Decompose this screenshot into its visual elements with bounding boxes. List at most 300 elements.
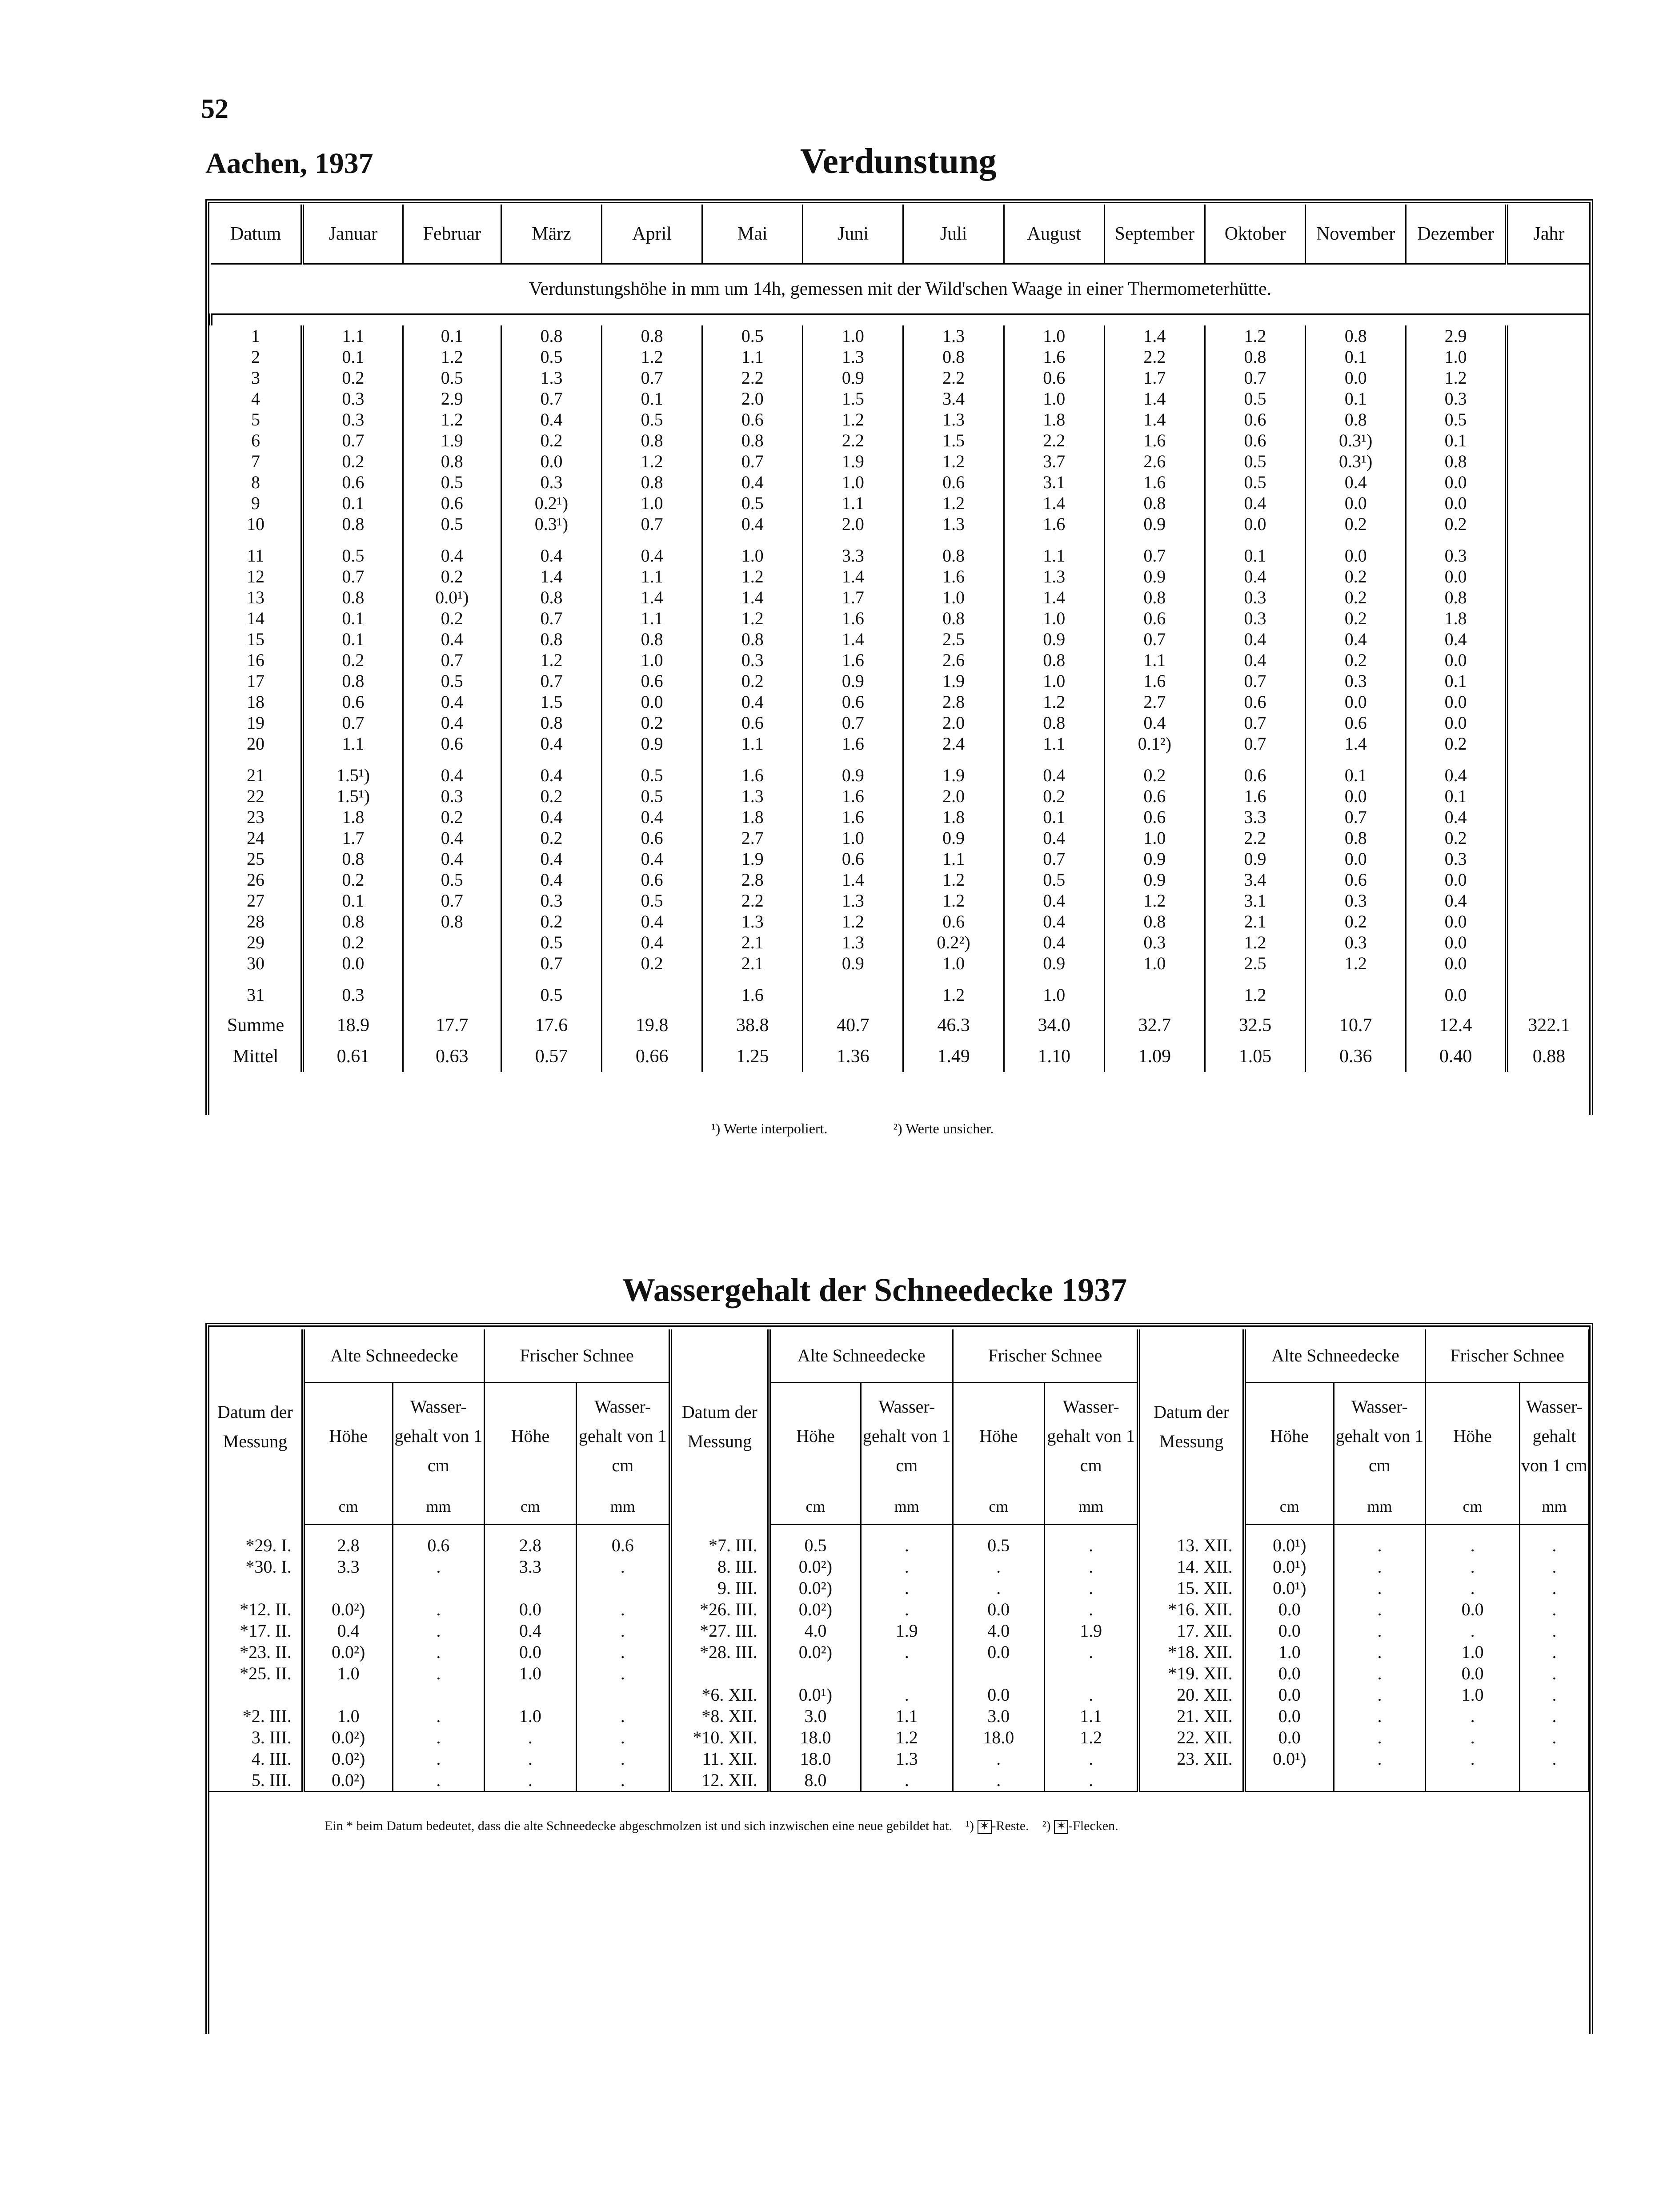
value-cell: 1.0 xyxy=(903,587,1004,608)
table-row xyxy=(211,869,1590,890)
table-row xyxy=(211,388,1590,409)
value-cell: 0.9 xyxy=(1205,848,1305,869)
value-cell: 2.6 xyxy=(1104,451,1205,472)
table-row xyxy=(209,1706,1589,1727)
table-row xyxy=(211,650,1590,670)
day-cell: 27 xyxy=(211,890,302,911)
value-cell: 0.7 xyxy=(602,514,702,534)
footnote-uncertain: ²) Werte unsicher. xyxy=(893,1120,994,1136)
value-cell: 0.0 xyxy=(501,451,601,472)
value-cell xyxy=(1104,984,1205,1005)
value-cell: 0.6 xyxy=(1205,765,1305,786)
snow-symbol-icon: ✶ xyxy=(978,1820,992,1834)
value-cell: 0.9 xyxy=(1104,869,1205,890)
value-cell: 1.2 xyxy=(903,493,1004,514)
value-cell: 0.2 xyxy=(1306,650,1406,670)
value-cell xyxy=(861,1663,953,1684)
value-cell: 1.0 xyxy=(602,493,702,514)
value-cell: 0.6 xyxy=(903,911,1004,932)
value-cell: 0.3 xyxy=(501,472,601,493)
value-cell xyxy=(1507,566,1590,587)
value-cell: 1.5 xyxy=(803,388,903,409)
value-cell: 0.8 xyxy=(1406,451,1507,472)
value-cell: 1.1 xyxy=(903,848,1004,869)
value-cell: . xyxy=(393,1727,485,1748)
table-row xyxy=(211,827,1590,848)
summe-label: Summe xyxy=(211,1005,302,1041)
unit-mm: mm xyxy=(861,1489,953,1525)
value-cell: 0.0¹) xyxy=(1244,1556,1334,1578)
evaporation-title: Verdunstung xyxy=(800,142,997,181)
value-cell: 3.0 xyxy=(953,1706,1045,1727)
value-cell: 1.3 xyxy=(702,786,803,807)
table-row xyxy=(211,325,1590,346)
value-cell xyxy=(1507,587,1590,608)
datum-cell: 20. XII. xyxy=(1138,1684,1244,1706)
value-cell: 1.2 xyxy=(903,451,1004,472)
value-cell: 0.6 xyxy=(403,493,501,514)
value-cell: . xyxy=(861,1578,953,1599)
spacer-row xyxy=(211,754,1590,765)
value-cell: 0.0 xyxy=(1406,953,1507,974)
column-header: März xyxy=(501,205,601,264)
datum-cell: *27. III. xyxy=(670,1620,769,1642)
value-cell: 0.1 xyxy=(302,629,403,650)
value-cell: . xyxy=(1519,1535,1589,1556)
value-cell: 0.4 xyxy=(602,545,702,566)
value-cell xyxy=(1507,827,1590,848)
value-cell: 0.0 xyxy=(485,1642,577,1663)
table-row xyxy=(211,493,1590,514)
value-cell: 0.8 xyxy=(1406,587,1507,608)
value-cell: 1.2 xyxy=(1406,367,1507,388)
value-cell: 1.9 xyxy=(403,430,501,451)
value-cell: 0.4 xyxy=(303,1620,393,1642)
value-cell xyxy=(1507,629,1590,650)
value-cell: 1.4 xyxy=(1306,733,1406,754)
value-cell: 0.3 xyxy=(1406,388,1507,409)
table-row xyxy=(211,911,1590,932)
value-cell: 2.2 xyxy=(1104,346,1205,367)
column-header: Oktober xyxy=(1205,205,1305,264)
value-cell: . xyxy=(576,1748,670,1770)
value-cell: 1.0 xyxy=(803,827,903,848)
value-cell: 0.1 xyxy=(302,890,403,911)
datum-cell: *6. XII. xyxy=(670,1684,769,1706)
value-cell: 0.1 xyxy=(602,388,702,409)
value-cell: 1.8 xyxy=(302,807,403,827)
value-cell: 2.9 xyxy=(403,388,501,409)
hoehe-header: Höhe xyxy=(1244,1383,1334,1489)
value-cell: 1.0 xyxy=(903,953,1004,974)
value-cell: 0.7 xyxy=(302,566,403,587)
datum-cell: 14. XII. xyxy=(1138,1556,1244,1578)
table-row xyxy=(209,1535,1589,1556)
footnote-1-marker: ¹) xyxy=(966,1819,974,1833)
value-cell: 0.0 xyxy=(1244,1706,1334,1727)
value-cell: 0.8 xyxy=(1306,827,1406,848)
value-cell: . xyxy=(861,1535,953,1556)
value-cell: 1.4 xyxy=(1004,587,1104,608)
datum-header: Datum der Messung xyxy=(670,1329,769,1525)
value-cell: 0.5 xyxy=(769,1535,861,1556)
value-cell: 1.2 xyxy=(1104,890,1205,911)
value-cell: . xyxy=(1045,1556,1139,1578)
summe-value: 32.7 xyxy=(1104,1005,1205,1041)
value-cell: 0.3 xyxy=(1205,608,1305,629)
value-cell: 0.5 xyxy=(602,765,702,786)
value-cell: 1.0 xyxy=(803,325,903,346)
value-cell: 0.0²) xyxy=(769,1556,861,1578)
unit-cm: cm xyxy=(1244,1489,1334,1525)
value-cell: . xyxy=(1426,1706,1520,1727)
value-cell: 0.0 xyxy=(302,953,403,974)
value-cell: 1.2 xyxy=(403,409,501,430)
mittel-value: 1.49 xyxy=(903,1041,1004,1072)
value-cell xyxy=(485,1684,577,1706)
datum-cell: *12. II. xyxy=(209,1599,303,1620)
table-row xyxy=(209,1556,1589,1578)
value-cell: 1.6 xyxy=(1004,514,1104,534)
table-row xyxy=(211,807,1590,827)
value-cell: 0.0 xyxy=(1244,1620,1334,1642)
value-cell: 1.1 xyxy=(702,733,803,754)
datum-cell: *28. III. xyxy=(670,1642,769,1663)
table-row xyxy=(211,765,1590,786)
value-cell: 0.6 xyxy=(1104,807,1205,827)
spacer-row xyxy=(211,314,1590,326)
wassergehalt-header: Wasser-gehalt von 1 cm xyxy=(1334,1383,1426,1489)
value-cell: 0.2 xyxy=(403,566,501,587)
table-row xyxy=(209,1770,1589,1792)
value-cell: 0.8 xyxy=(403,911,501,932)
value-cell: 2.5 xyxy=(1205,953,1305,974)
value-cell: 2.8 xyxy=(485,1535,577,1556)
value-cell: 0.7 xyxy=(501,388,601,409)
value-cell: 2.0 xyxy=(702,388,803,409)
datum-cell: *8. XII. xyxy=(670,1706,769,1727)
value-cell: 0.7 xyxy=(1104,545,1205,566)
value-cell: 1.2 xyxy=(602,451,702,472)
alte-schneedecke-header: Alte Schneedecke xyxy=(303,1329,485,1383)
value-cell: . xyxy=(1519,1642,1589,1663)
value-cell: 1.1 xyxy=(803,493,903,514)
value-cell: 0.0¹) xyxy=(403,587,501,608)
value-cell: 1.0 xyxy=(303,1706,393,1727)
unit-mm: mm xyxy=(1519,1489,1589,1525)
value-cell: 0.0 xyxy=(1306,691,1406,712)
datum-cell xyxy=(670,1663,769,1684)
value-cell: 0.2 xyxy=(403,807,501,827)
value-cell: 1.4 xyxy=(602,587,702,608)
table-row xyxy=(209,1642,1589,1663)
value-cell: 1.0 xyxy=(303,1663,393,1684)
value-cell: 0.6 xyxy=(602,670,702,691)
value-cell: 1.6 xyxy=(1104,430,1205,451)
value-cell xyxy=(1507,733,1590,754)
value-cell: 0.8 xyxy=(602,430,702,451)
datum-cell: 21. XII. xyxy=(1138,1706,1244,1727)
value-cell: 1.4 xyxy=(1104,409,1205,430)
value-cell xyxy=(403,984,501,1005)
value-cell: 0.9 xyxy=(1004,953,1104,974)
evaporation-header-row xyxy=(211,205,1590,264)
value-cell xyxy=(1507,493,1590,514)
value-cell: 0.2 xyxy=(602,712,702,733)
datum-cell: 9. III. xyxy=(670,1578,769,1599)
day-cell: 16 xyxy=(211,650,302,670)
value-cell: 0.8 xyxy=(1104,493,1205,514)
caption-row xyxy=(211,264,1590,314)
value-cell: 0.9 xyxy=(803,367,903,388)
value-cell: 0.8 xyxy=(1104,911,1205,932)
day-cell: 20 xyxy=(211,733,302,754)
value-cell: 0.9 xyxy=(903,827,1004,848)
value-cell: 1.0 xyxy=(1004,670,1104,691)
value-cell: . xyxy=(1045,1599,1139,1620)
value-cell: 0.0 xyxy=(1306,786,1406,807)
column-header: Mai xyxy=(702,205,803,264)
wassergehalt-header: Wasser-gehalt von 1 cm xyxy=(576,1383,670,1489)
value-cell: 1.3 xyxy=(803,346,903,367)
day-cell: 1 xyxy=(211,325,302,346)
value-cell xyxy=(769,1663,861,1684)
table-row xyxy=(211,629,1590,650)
value-cell: 0.5 xyxy=(1205,388,1305,409)
value-cell: 1.6 xyxy=(1104,472,1205,493)
value-cell: 0.6 xyxy=(803,691,903,712)
value-cell: 4.0 xyxy=(953,1620,1045,1642)
table-row xyxy=(211,670,1590,691)
footnote-interpolated: ¹) Werte interpoliert. xyxy=(711,1120,828,1136)
footnote-1-text: -Reste. xyxy=(991,1819,1029,1833)
value-cell: 1.6 xyxy=(1205,786,1305,807)
value-cell: . xyxy=(1519,1663,1589,1684)
value-cell: 0.3 xyxy=(1306,890,1406,911)
mittel-label: Mittel xyxy=(211,1041,302,1072)
value-cell: 1.4 xyxy=(803,869,903,890)
alte-schneedecke-header: Alte Schneedecke xyxy=(1244,1329,1426,1383)
value-cell: 0.8 xyxy=(302,514,403,534)
value-cell: 0.0¹) xyxy=(1244,1535,1334,1556)
unit-cm: cm xyxy=(953,1489,1045,1525)
snow-footnote-text: Ein * beim Datum bedeutet, dass die alte Schneedecke abgeschmolzen ist und sich inzwischen eine neue gebildet hat. xyxy=(325,1819,953,1833)
value-cell: 0.6 xyxy=(602,869,702,890)
value-cell: 0.0²) xyxy=(303,1727,393,1748)
value-cell: 0.8 xyxy=(903,346,1004,367)
datum-cell: 22. XII. xyxy=(1138,1727,1244,1748)
value-cell xyxy=(1507,608,1590,629)
value-cell: 0.4 xyxy=(702,472,803,493)
value-cell: 1.3 xyxy=(702,911,803,932)
value-cell: 4.0 xyxy=(769,1620,861,1642)
table-row xyxy=(211,409,1590,430)
value-cell: 0.4 xyxy=(501,733,601,754)
value-cell: 0.6 xyxy=(302,472,403,493)
value-cell: 0.3 xyxy=(403,786,501,807)
value-cell: . xyxy=(1334,1748,1426,1770)
value-cell: 0.8 xyxy=(702,430,803,451)
value-cell: 0.6 xyxy=(1205,691,1305,712)
datum-cell xyxy=(1138,1770,1244,1792)
value-cell: 1.9 xyxy=(803,451,903,472)
value-cell xyxy=(1244,1770,1334,1792)
table-row xyxy=(211,890,1590,911)
value-cell: . xyxy=(953,1556,1045,1578)
value-cell: 3.0 xyxy=(769,1706,861,1727)
datum-cell: 11. XII. xyxy=(670,1748,769,1770)
value-cell: . xyxy=(1045,1770,1139,1792)
value-cell: 0.0 xyxy=(1426,1663,1520,1684)
value-cell: 1.2 xyxy=(861,1727,953,1748)
value-cell: . xyxy=(861,1684,953,1706)
value-cell: 3.3 xyxy=(303,1556,393,1578)
value-cell: 2.0 xyxy=(903,786,1004,807)
value-cell: 0.7 xyxy=(403,890,501,911)
value-cell: 1.4 xyxy=(803,629,903,650)
value-cell: 1.6 xyxy=(803,807,903,827)
unit-mm: mm xyxy=(576,1489,670,1525)
value-cell: 0.4 xyxy=(1205,566,1305,587)
value-cell xyxy=(576,1578,670,1599)
value-cell: 1.6 xyxy=(702,765,803,786)
column-header: Juni xyxy=(803,205,903,264)
value-cell: 1.3 xyxy=(1004,566,1104,587)
value-cell: 0.3 xyxy=(302,409,403,430)
value-cell: 0.4 xyxy=(1004,765,1104,786)
value-cell: 1.4 xyxy=(1104,388,1205,409)
datum-cell: 15. XII. xyxy=(1138,1578,1244,1599)
value-cell: 1.3 xyxy=(803,890,903,911)
value-cell: 0.9 xyxy=(1104,566,1205,587)
datum-cell: *17. II. xyxy=(209,1620,303,1642)
day-cell: 8 xyxy=(211,472,302,493)
value-cell xyxy=(1306,984,1406,1005)
value-cell: 1.0 xyxy=(803,472,903,493)
day-cell: 5 xyxy=(211,409,302,430)
value-cell: 0.5 xyxy=(602,409,702,430)
value-cell: 0.4 xyxy=(1406,765,1507,786)
value-cell: 0.3¹) xyxy=(501,514,601,534)
value-cell: 0.7 xyxy=(302,430,403,451)
value-cell: 0.7 xyxy=(1306,807,1406,827)
value-cell: 0.4 xyxy=(501,545,601,566)
datum-cell: *23. II. xyxy=(209,1642,303,1663)
value-cell: 0.4 xyxy=(1004,911,1104,932)
value-cell: 0.0 xyxy=(1406,472,1507,493)
value-cell: 0.7 xyxy=(1104,629,1205,650)
unit-cm: cm xyxy=(1426,1489,1520,1525)
value-cell xyxy=(953,1663,1045,1684)
value-cell: 1.2 xyxy=(403,346,501,367)
summe-value: 12.4 xyxy=(1406,1005,1507,1041)
value-cell xyxy=(1507,472,1590,493)
day-cell: 31 xyxy=(211,984,302,1005)
value-cell: 0.9 xyxy=(1104,848,1205,869)
value-cell: 1.5¹) xyxy=(302,765,403,786)
value-cell: 3.3 xyxy=(1205,807,1305,827)
value-cell: . xyxy=(1334,1684,1426,1706)
value-cell: 1.0 xyxy=(485,1663,577,1684)
value-cell: . xyxy=(1334,1599,1426,1620)
frischer-schnee-header: Frischer Schnee xyxy=(953,1329,1138,1383)
value-cell xyxy=(1507,367,1590,388)
value-cell: 2.0 xyxy=(803,514,903,534)
value-cell: . xyxy=(1334,1727,1426,1748)
value-cell: . xyxy=(953,1578,1045,1599)
value-cell: 1.2 xyxy=(903,869,1004,890)
value-cell xyxy=(576,1684,670,1706)
value-cell: 0.2 xyxy=(302,367,403,388)
value-cell: 1.8 xyxy=(702,807,803,827)
value-cell: 0.0²) xyxy=(303,1599,393,1620)
value-cell: 0.3 xyxy=(302,984,403,1005)
value-cell: 0.2 xyxy=(501,911,601,932)
value-cell: 0.5 xyxy=(1004,869,1104,890)
value-cell: 3.4 xyxy=(903,388,1004,409)
value-cell: 0.5 xyxy=(1205,472,1305,493)
datum-cell xyxy=(209,1578,303,1599)
day-cell: 28 xyxy=(211,911,302,932)
value-cell: 0.0 xyxy=(1306,848,1406,869)
value-cell: 0.2 xyxy=(1406,514,1507,534)
value-cell: 1.9 xyxy=(702,848,803,869)
table-row xyxy=(209,1684,1589,1706)
mittel-row xyxy=(211,1041,1590,1072)
day-cell: 9 xyxy=(211,493,302,514)
value-cell: . xyxy=(393,1663,485,1684)
value-cell: 0.4 xyxy=(1004,932,1104,953)
value-cell: 0.9 xyxy=(1104,514,1205,534)
value-cell: 0.0 xyxy=(1406,869,1507,890)
datum-cell: 3. III. xyxy=(209,1727,303,1748)
value-cell: 3.1 xyxy=(1205,890,1305,911)
value-cell: 0.1 xyxy=(1306,346,1406,367)
day-cell: 24 xyxy=(211,827,302,848)
table-row xyxy=(211,367,1590,388)
value-cell: 2.1 xyxy=(702,953,803,974)
value-cell: 0.7 xyxy=(1205,670,1305,691)
value-cell xyxy=(1507,650,1590,670)
column-header: September xyxy=(1104,205,1205,264)
unit-mm: mm xyxy=(393,1489,485,1525)
value-cell: . xyxy=(1519,1599,1589,1620)
datum-cell: *10. XII. xyxy=(670,1727,769,1748)
value-cell: 0.0²) xyxy=(769,1599,861,1620)
value-cell: 0.2 xyxy=(501,827,601,848)
value-cell: 0.8 xyxy=(1104,587,1205,608)
value-cell: 0.4 xyxy=(1406,629,1507,650)
day-cell: 22 xyxy=(211,786,302,807)
value-cell xyxy=(1507,932,1590,953)
table-row xyxy=(211,545,1590,566)
value-cell: 1.2 xyxy=(1004,691,1104,712)
value-cell: 1.0 xyxy=(1104,953,1205,974)
value-cell: 2.2 xyxy=(903,367,1004,388)
mittel-value: 0.61 xyxy=(302,1041,403,1072)
value-cell: 1.0 xyxy=(1004,325,1104,346)
mittel-value: 1.10 xyxy=(1004,1041,1104,1072)
value-cell: 1.0 xyxy=(1244,1642,1334,1663)
value-cell: 0.6 xyxy=(393,1535,485,1556)
value-cell: 0.4 xyxy=(403,691,501,712)
value-cell: 2.8 xyxy=(903,691,1004,712)
table-row xyxy=(211,451,1590,472)
column-header: April xyxy=(602,205,702,264)
value-cell: . xyxy=(485,1727,577,1748)
value-cell: 1.2 xyxy=(702,608,803,629)
datum-cell: 17. XII. xyxy=(1138,1620,1244,1642)
